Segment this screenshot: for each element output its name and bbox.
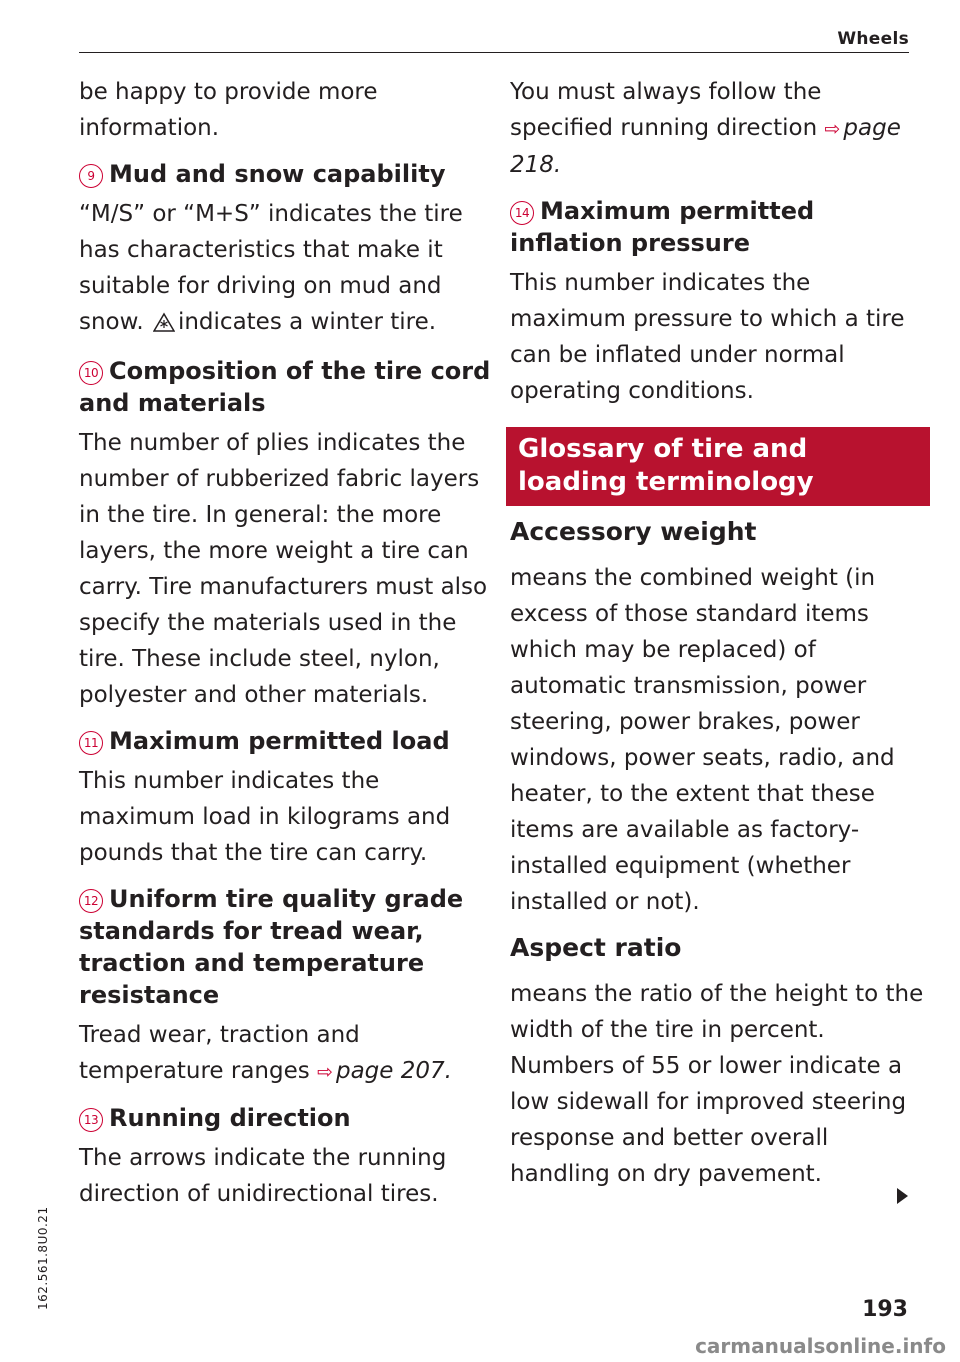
circled-number: 9 [79, 164, 103, 188]
circled-number: 13 [79, 1108, 103, 1132]
arrow-right-icon: ⇨ [317, 1061, 333, 1083]
item-text-running-direction: The arrows indicate the running direction of unidirectional tires. [79, 1145, 447, 1207]
page-number: 193 [862, 1297, 908, 1322]
item-heading-running-direction: 13 Running direction [79, 1102, 499, 1134]
margin-code: 162.561.8U0.21 [36, 1206, 50, 1310]
continued-text: You must always follow the specified running direction ⇨ page 218. [510, 79, 901, 178]
section-title: Wheels [837, 29, 909, 49]
term-definition-accessory-weight: means the combined weight (in excess of those standard items which may be replaced) of automatic transmission, power steering, power brakes, power windows, power seats, radio, and heater, to the extent that these items are available as factory-installed equipment (whether installed or not). [510, 565, 895, 915]
circled-number: 12 [79, 889, 103, 913]
right-column [510, 74, 930, 1204]
circled-number: 11 [79, 731, 103, 755]
term-definition-aspect-ratio: means the ratio of the height to the width of the tire in percent. Numbers of 55 or lower indicate a low sidewall for improved steering response and better overall handling on dry pavement. [510, 981, 924, 1187]
snowflake-mountain-icon [153, 307, 175, 343]
item-text-mud-snow: “M/S” or “M+S” indicates the tire has characteristics that make it suitable for driving on mud and snow. indicates a winter tire. [79, 196, 499, 343]
triangle-right-icon [897, 1188, 908, 1204]
item-heading-utqg: 12 Uniform tire quality grade standards for tread wear, traction and temperature resistance [79, 885, 464, 1009]
header-rule [79, 52, 909, 53]
page-link-207[interactable]: page 207. [335, 1058, 452, 1084]
term-heading-accessory-weight: Accessory weight [510, 517, 757, 546]
left-column [79, 74, 499, 1224]
page-link-218[interactable]: page 218. [510, 115, 901, 178]
item-text-max-pressure: This number indicates the maximum pressure to which a tire can be inflated under normal operating conditions. [510, 270, 905, 404]
watermark: carmanualsonline.info [695, 1334, 946, 1358]
glossary-title: Glossary of tire and loading terminology [506, 427, 930, 506]
item-heading-tire-cord: 10 Composition of the tire cord and materials [79, 357, 491, 417]
circled-number: 14 [510, 201, 534, 225]
circled-number: 10 [79, 361, 103, 385]
arrow-right-icon: ⇨ [824, 118, 841, 140]
item-heading-max-pressure: 14 Maximum permitted inflation pressure [510, 197, 815, 257]
item-text-max-load: This number indicates the maximum load in kilograms and pounds that the tire can carry. [79, 768, 451, 866]
item-heading-mud-snow: 9 Mud and snow capability [79, 158, 499, 190]
item-text-utqg: Tread wear, traction and temperature ranges ⇨ page 207. [79, 1022, 452, 1084]
intro-text: be happy to provide more information. [79, 79, 378, 141]
item-text-tire-cord: The number of plies indicates the number of rubberized fabric layers in the tire. In general: the more layers, the more weight a tire can carry. Tire manufacturers must also specify the materials used in the tire. These include steel, nylon, polyester and other materials. [79, 430, 488, 708]
term-heading-aspect-ratio: Aspect ratio [510, 933, 682, 962]
item-heading-max-load: 11 Maximum permitted load [79, 725, 499, 757]
